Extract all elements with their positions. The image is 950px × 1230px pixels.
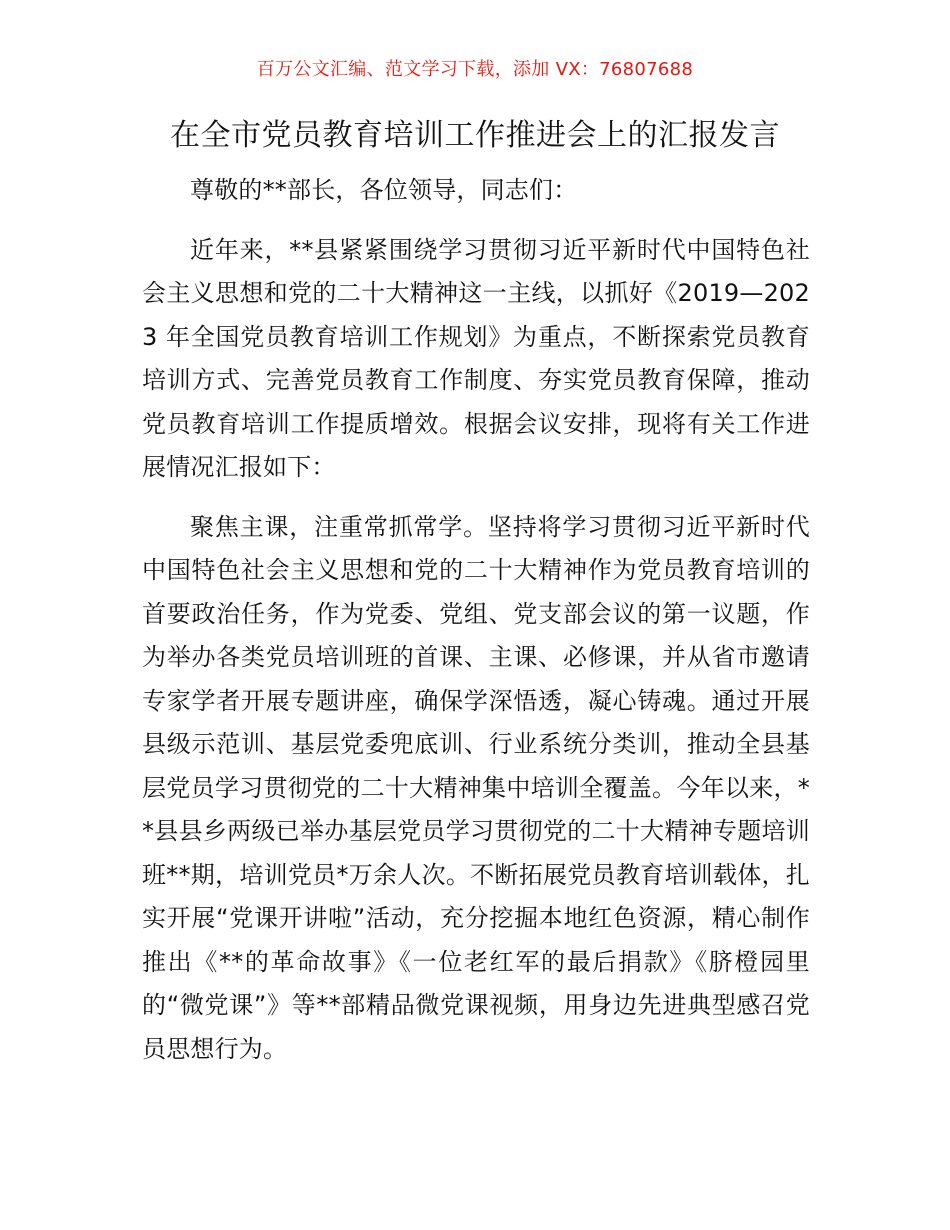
paragraph-focus-main-course: 聚焦主课，注重常抓常学。坚持将学习贯彻习近平新时代中国特色社会主义思想和党的二十大精神作为党员教育培训的首要政治任务，作为党委、党组、党支部会议的第一议题，作为举办各类党员培训班的首课、主课、必修课，并从省市邀请专家学者开展专题讲座，确保学深悟透，凝心铸魂。通过开展县级示范训、基层党委兜底训、行业系统分类训，推动全县基层党员学习贯彻党的二十大精神集中培训全覆盖。今年以来，**县县乡两级已举办基层党员学习贯彻党的二十大精神专题培训班**期，培训党员*万余人次。不断拓展党员教育培训载体，扎实开展“党课开讲啦”活动，充分挖掘本地红色资源，精心制作推出《**的革命故事》《一位老红军的最后捐款》《脐橙园里的“微党课”》等**部精品微党课视频，用身边先进典型感召党员思想行为。 [142, 512, 810, 1063]
greeting-line: 尊敬的**部长，各位领导，同志们： [190, 176, 578, 204]
paragraph-intro: 近年来，**县紧紧围绕学习贯彻习近平新时代中国特色社会主义思想和党的二十大精神这一主线，以抓好《2019—2023 年全国党员教育培训工作规划》为重点，不断探索党员教育培训方式、完善党员教育工作制度、夯实党员教育保障，推动党员教育培训工作提质增效。根据会议安排，现将有关工作进展情况汇报如下： [142, 235, 810, 481]
document-title: 在全市党员教育培训工作推进会上的汇报发言 [170, 118, 780, 153]
document-body [142, 169, 810, 1071]
watermark-note: 百万公文汇编、范文学习下载，添加 VX：76807688 [256, 59, 694, 80]
